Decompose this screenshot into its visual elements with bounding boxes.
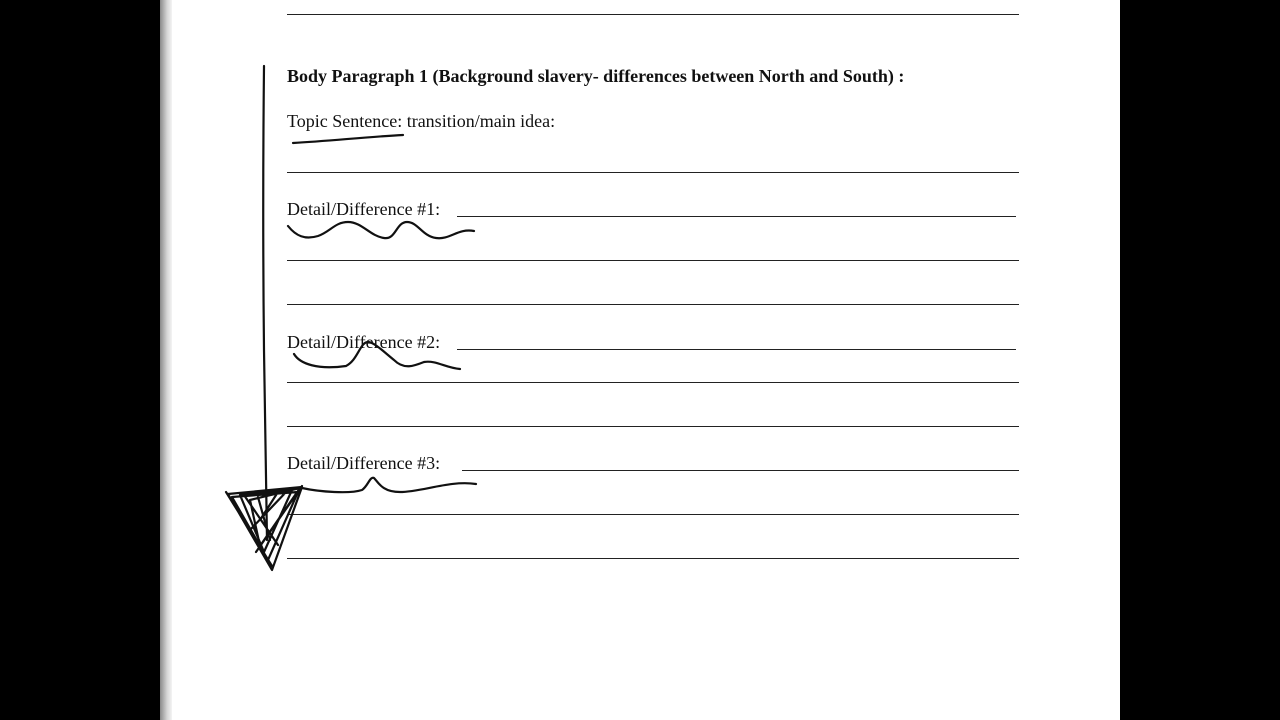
topic-underline-squiggle bbox=[293, 135, 403, 143]
topic-sentence-answer-line bbox=[287, 172, 1019, 173]
worksheet-page bbox=[160, 0, 1120, 720]
page-edge-shadow bbox=[160, 0, 172, 720]
vertical-bracket-line bbox=[263, 66, 267, 540]
detail-3-answer-line-b bbox=[287, 558, 1019, 559]
detail-1-answer-line-a bbox=[287, 260, 1019, 261]
detail-1-answer-line-b bbox=[287, 304, 1019, 305]
detail-2-answer-line-b bbox=[287, 426, 1019, 427]
detail-3-wave bbox=[302, 478, 476, 492]
handwritten-annotations bbox=[160, 0, 1120, 720]
detail-1-wave bbox=[288, 222, 474, 238]
detail-2-label: Detail/Difference #2: bbox=[287, 332, 441, 352]
section-heading: Body Paragraph 1 (Background slavery- differences between North and South) : bbox=[287, 66, 905, 86]
detail-2-inline-line bbox=[457, 349, 1016, 350]
answer-line-top bbox=[287, 14, 1019, 15]
detail-3-inline-line bbox=[462, 470, 1019, 471]
topic-sentence-label: Topic Sentence: transition/main idea: bbox=[287, 111, 556, 131]
detail-1-label: Detail/Difference #1: bbox=[287, 199, 441, 219]
detail-3-answer-line-a bbox=[287, 514, 1019, 515]
detail-3-label: Detail/Difference #3: bbox=[287, 453, 441, 473]
detail-1-inline-line bbox=[457, 216, 1016, 217]
detail-2-answer-line-a bbox=[287, 382, 1019, 383]
